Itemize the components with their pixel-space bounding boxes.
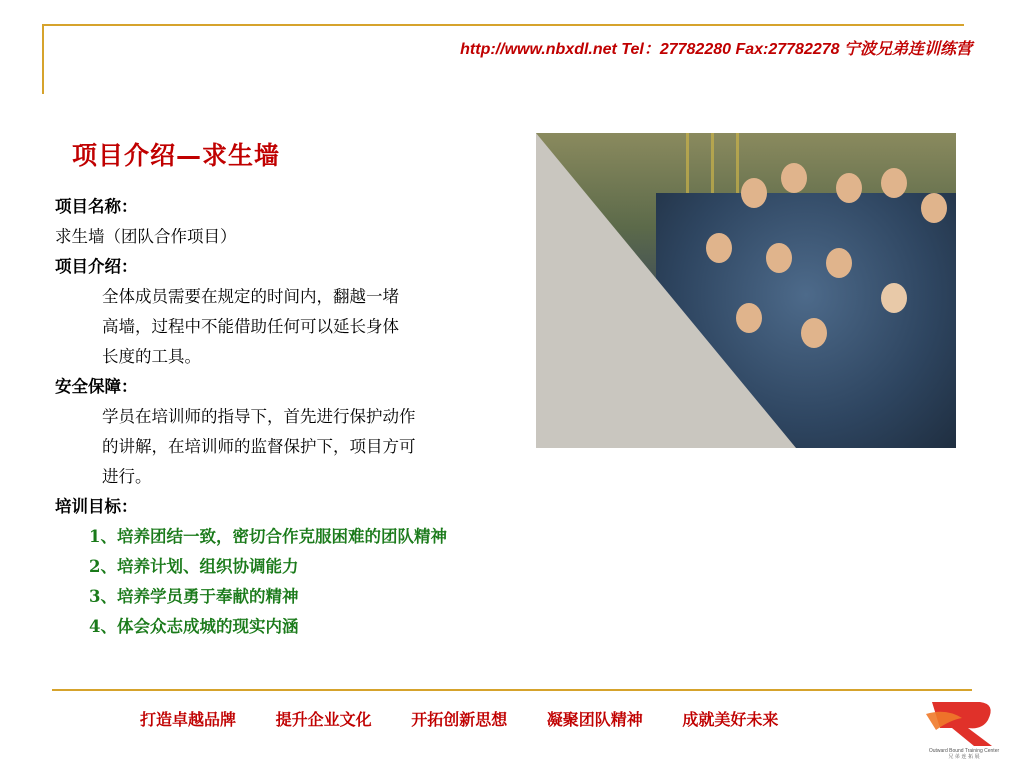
project-intro-line: 高墙，过程中不能借助任何可以延长身体: [102, 317, 399, 336]
training-goal-item: 1、培养团结一致，密切合作克服困难的团队精神: [89, 527, 447, 546]
training-goal-item: 4、体会众志成城的现实内涵: [89, 617, 299, 636]
photo-figure: [881, 168, 907, 198]
brand-logo-caption-cn: 兄 弟 连 拓 展: [948, 754, 980, 760]
photo-figure: [921, 193, 947, 223]
brand-logo-caption: Outward Bound Training Center: [928, 748, 1000, 754]
safety-heading: 安全保障：: [55, 377, 138, 396]
safety-line: 进行。: [102, 467, 152, 486]
footer-slogans: [140, 707, 812, 730]
safety-line: 学员在培训师的指导下，首先进行保护动作: [102, 407, 416, 426]
training-goal-item: 2、培养计划、组织协调能力: [89, 557, 299, 576]
footer-rule: [52, 689, 972, 691]
photo-figure: [826, 248, 852, 278]
project-name-value: 求生墙（团队合作项目）: [55, 227, 237, 246]
photo-figure: [881, 283, 907, 313]
project-intro-line: 长度的工具。: [102, 347, 201, 366]
photo-wall: [536, 133, 796, 448]
survival-wall-photo: [536, 133, 956, 448]
safety-line: 的讲解，在培训师的监督保护下，项目方可: [102, 437, 416, 456]
footer-slogan: 提升企业文化: [275, 710, 372, 729]
header-contact[interactable]: http://www.nbxdl.net Tel：27782280 Fax:27782278 宁波兄弟连训练营: [460, 41, 972, 58]
footer-slogan: 成就美好未来: [682, 710, 779, 729]
footer-slogan: 打造卓越品牌: [140, 710, 237, 729]
brand-logo: [922, 694, 1006, 760]
content-body: [55, 192, 545, 642]
footer-slogan: 凝聚团队精神: [546, 710, 643, 729]
page-title: 项目介绍—求生墙: [72, 141, 281, 170]
project-name-heading: 项目名称：: [55, 197, 138, 216]
brand-logo-icon: [922, 694, 1006, 760]
footer-slogan: 开拓创新思想: [411, 710, 508, 729]
training-goals-heading: 培训目标：: [55, 497, 138, 516]
project-intro-line: 全体成员需要在规定的时间内，翻越一堵: [102, 287, 399, 306]
photo-figure: [836, 173, 862, 203]
top-rule: [42, 24, 964, 26]
project-intro-heading: 项目介绍：: [55, 257, 138, 276]
training-goal-item: 3、培养学员勇于奉献的精神: [89, 587, 299, 606]
left-rule: [42, 24, 44, 94]
photo-figure: [801, 318, 827, 348]
